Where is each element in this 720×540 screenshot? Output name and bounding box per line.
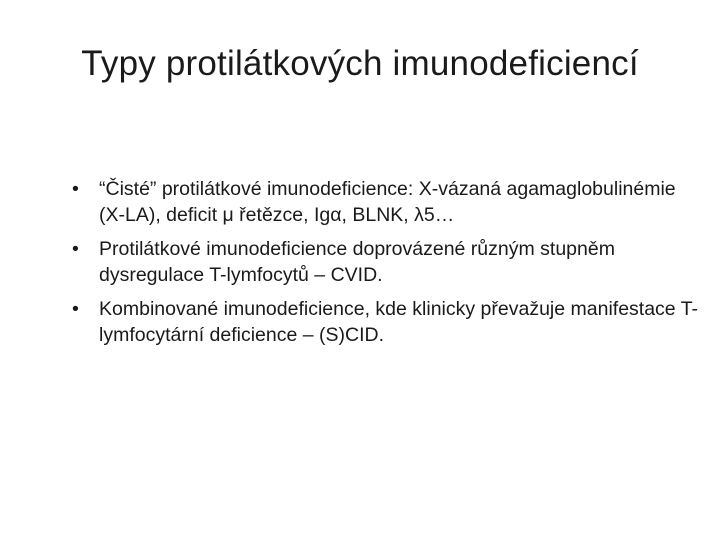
bullet-text: “Čisté” protilátkové imunodeficience: X-vázaná agamaglobulinémie (X-LA), deficit μ řetězce, Igα, BLNK, λ5… (99, 178, 676, 226)
bullet-item (72, 296, 702, 348)
bullet-icon: • (72, 238, 79, 260)
bullet-list (72, 176, 702, 356)
bullet-text: Protilátkové imunodeficience doprovázené různým stupněm dysregulace T-lymfocytů – CVID. (99, 238, 615, 286)
bullet-item (72, 236, 702, 288)
bullet-item (72, 176, 702, 228)
slide-title: Typy protilátkových imunodeficiencí (81, 44, 639, 83)
bullet-icon: • (72, 298, 79, 320)
bullet-text: Kombinované imunodeficience, kde klinicky převažuje manifestace T-lymfocytární deficience – (S)CID. (99, 298, 699, 346)
bullet-icon: • (72, 178, 79, 200)
